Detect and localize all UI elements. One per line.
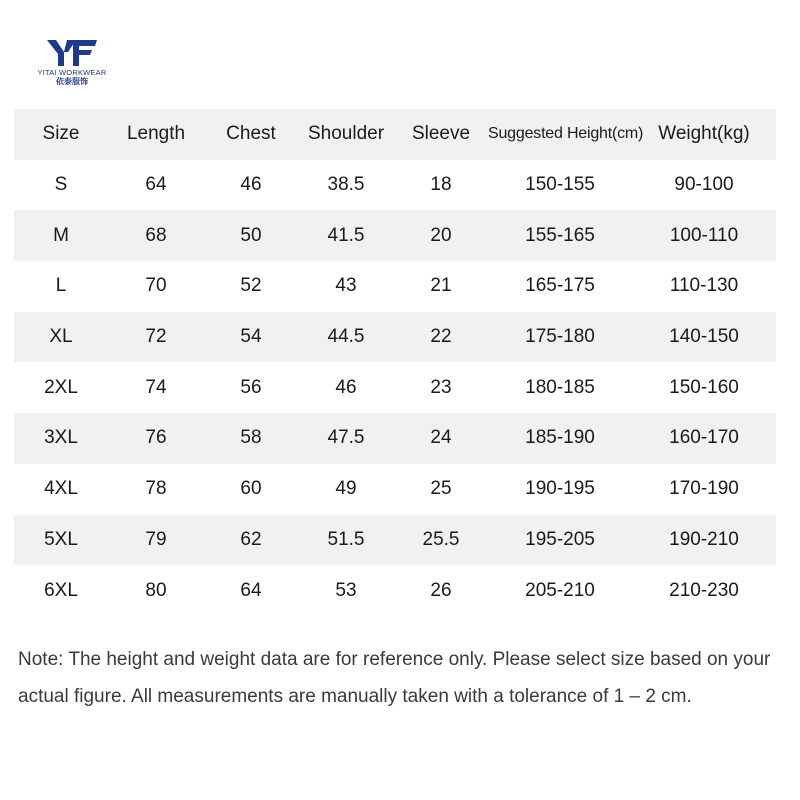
cell-suggested-height: 180-185 — [525, 376, 595, 398]
cell-sleeve: 26 — [430, 579, 452, 601]
cell-size: 6XL — [44, 579, 78, 601]
cell-sleeve: 23 — [430, 376, 452, 398]
header-sleeve: Sleeve — [411, 123, 471, 145]
cell-shoulder: 49 — [335, 478, 357, 500]
cell-shoulder: 51.5 — [327, 528, 365, 550]
table-row — [14, 515, 776, 566]
cell-suggested-height: 175-180 — [525, 326, 595, 348]
table-row — [14, 565, 776, 616]
cell-size: 3XL — [44, 427, 78, 449]
cell-chest: 60 — [240, 478, 262, 500]
cell-length: 70 — [145, 275, 167, 297]
cell-length: 78 — [145, 478, 167, 500]
cell-shoulder: 47.5 — [327, 427, 365, 449]
cell-chest: 62 — [240, 528, 262, 550]
table-row — [14, 413, 776, 464]
cell-sleeve: 21 — [430, 275, 452, 297]
cell-chest: 54 — [240, 326, 262, 348]
cell-suggested-height: 185-190 — [525, 427, 595, 449]
brand-name-cn: 依泰服饰 — [56, 77, 88, 86]
cell-size: XL — [49, 326, 73, 348]
cell-length: 80 — [145, 579, 167, 601]
cell-length: 68 — [145, 224, 167, 246]
size-note: Note: The height and weight data are for reference only. Please select size based on your actual figure. All measurements are manually taken with a tolerance of 1 – 2 cm. — [18, 649, 771, 707]
cell-chest: 46 — [240, 174, 262, 196]
cell-suggested-height: 205-210 — [525, 579, 595, 601]
cell-size: M — [53, 224, 69, 246]
cell-shoulder: 46 — [335, 376, 357, 398]
table-row — [14, 210, 776, 261]
table-row — [14, 464, 776, 515]
cell-length: 72 — [145, 326, 167, 348]
cell-suggested-height: 165-175 — [525, 275, 595, 297]
cell-size: S — [54, 174, 68, 196]
header-length: Length — [126, 123, 186, 145]
cell-weight: 210-230 — [669, 579, 739, 601]
header-suggested-height: Suggested Height(cm) — [488, 125, 644, 143]
cell-weight: 160-170 — [669, 427, 739, 449]
table-row — [14, 312, 776, 363]
cell-weight: 140-150 — [669, 326, 739, 348]
cell-shoulder: 38.5 — [327, 174, 365, 196]
cell-size: 4XL — [44, 478, 78, 500]
cell-weight: 150-160 — [669, 376, 739, 398]
cell-suggested-height: 190-195 — [525, 478, 595, 500]
cell-sleeve: 25.5 — [422, 528, 460, 550]
cell-weight: 190-210 — [669, 528, 739, 550]
yitai-logo-icon — [45, 38, 99, 68]
table-body — [14, 160, 776, 616]
cell-sleeve: 22 — [430, 326, 452, 348]
cell-chest: 56 — [240, 376, 262, 398]
table-row — [14, 261, 776, 312]
cell-length: 76 — [145, 427, 167, 449]
cell-chest: 64 — [240, 579, 262, 601]
cell-suggested-height: 150-155 — [525, 174, 595, 196]
cell-size: 2XL — [44, 376, 78, 398]
cell-size: L — [55, 275, 67, 297]
cell-chest: 58 — [240, 427, 262, 449]
cell-weight: 110-130 — [669, 275, 739, 297]
cell-suggested-height: 155-165 — [525, 224, 595, 246]
cell-shoulder: 44.5 — [327, 326, 365, 348]
header-size: Size — [42, 123, 80, 145]
cell-weight: 170-190 — [669, 478, 739, 500]
header-weight: Weight(kg) — [658, 123, 750, 145]
header-shoulder: Shoulder — [307, 123, 385, 145]
cell-length: 64 — [145, 174, 167, 196]
cell-shoulder: 41.5 — [327, 224, 365, 246]
cell-sleeve: 18 — [430, 174, 452, 196]
cell-length: 79 — [145, 528, 167, 550]
table-header-row — [14, 109, 776, 160]
size-chart-table — [14, 109, 776, 616]
brand-logo — [36, 38, 108, 90]
table-row — [14, 160, 776, 211]
cell-weight: 90-100 — [674, 174, 734, 196]
cell-sleeve: 24 — [430, 427, 452, 449]
cell-length: 74 — [145, 376, 167, 398]
cell-chest: 52 — [240, 275, 262, 297]
table-row — [14, 362, 776, 413]
cell-shoulder: 43 — [335, 275, 357, 297]
cell-sleeve: 25 — [430, 478, 452, 500]
cell-chest: 50 — [240, 224, 262, 246]
brand-name: YITAI WORKWEAR — [37, 68, 107, 77]
cell-sleeve: 20 — [430, 224, 452, 246]
cell-shoulder: 53 — [335, 579, 357, 601]
header-chest: Chest — [226, 123, 276, 145]
cell-suggested-height: 195-205 — [525, 528, 595, 550]
cell-size: 5XL — [44, 528, 78, 550]
cell-weight: 100-110 — [669, 224, 739, 246]
